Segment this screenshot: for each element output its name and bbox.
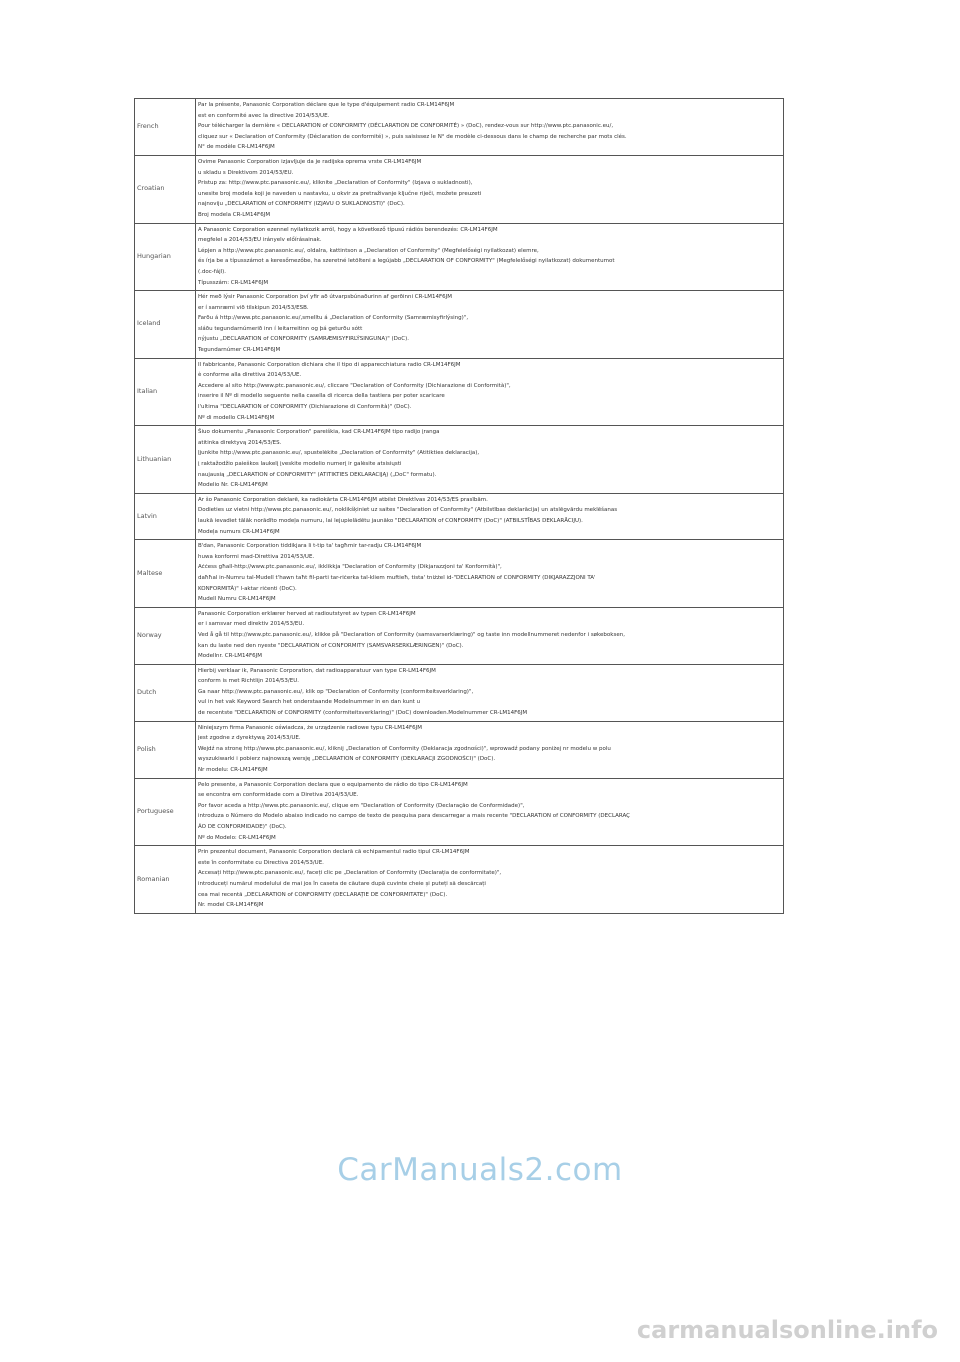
declaration-text: [196, 155, 784, 223]
watermark-carmanuals2: CarManuals2.com: [337, 1152, 623, 1188]
declaration-line: Ga naar http://www.ptc.panasonic.eu/, klik op "Declaration of Conformity (conformiteitsverklaring)",: [198, 688, 474, 695]
declaration-line: Accesați http://www.ptc.panasonic.eu/, faceți clic pe „Declaration of Conformity (Declarația de conformitate)",: [198, 870, 502, 877]
language-label: Polish: [135, 721, 196, 778]
declaration-line: unesite broj modela koji je naveden u nastavku, u okvir za pretraživanje ključne riječi, možete preuzeti: [198, 190, 482, 197]
declaration-line: Modelio Nr. CR-LM14F6JM: [198, 482, 268, 489]
declaration-line: Įjunkite http://www.ptc.panasonic.eu/, spustelėkite „Declaration of Conformity" (Atitikties deklaracija),: [198, 450, 480, 457]
declaration-row: [135, 291, 784, 359]
declaration-text: [196, 778, 784, 846]
declaration-row: [135, 778, 784, 846]
declaration-line: laukā ievadiet tālāk norādīto modeļa numuru, lai lejupielādētu jaunāko "DECLARATION of CONFORMITY (DoC)" (ATBILSTĪBAS DEKLARĀCIJU).: [198, 517, 583, 524]
declaration-line: Modellnr. CR-LM14F6JM: [198, 653, 263, 660]
declaration-table-body: [135, 99, 784, 914]
language-label: Lithuanian: [135, 426, 196, 494]
declaration-line: introduza o Número do Modelo abaixo indicado no campo de texto de pesquisa para descarregar a mais recente "DECLARATION of CONFORMITY (DECLARAÇ: [198, 813, 630, 820]
declaration-line: Accedere al sito http://www.ptc.panasonic.eu/, cliccare "Declaration of Conformity (Dichiarazione di Conformità)",: [198, 382, 511, 389]
declaration-text: [196, 426, 784, 494]
declaration-row: [135, 846, 784, 914]
declaration-line: u skladu s Direktivom 2014/53/EU.: [198, 169, 294, 176]
declaration-line: kan du laste ned den nyeste "DECLARATION of CONFORMITY (SAMSVARSERKLÆRINGEN)" (DoC).: [198, 642, 464, 649]
declaration-line: sláðu tegundarnúmerið inn í leitarreitinn og þá geturðu sótt: [198, 325, 363, 332]
language-label: Dutch: [135, 664, 196, 721]
declaration-line: Modeļa numurs CR-LM14F6JM: [198, 528, 280, 535]
declaration-row: [135, 155, 784, 223]
language-label: Italian: [135, 358, 196, 426]
declaration-row: [135, 607, 784, 664]
declaration-text: [196, 291, 784, 359]
declaration-line: Panasonic Corporation erklærer herved at radioutstyret av typen CR-LM14F6JM: [198, 610, 416, 617]
declaration-line: B'dan, Panasonic Corporation tiddikjara li t-tip ta' tagħmir tar-radju CR-LM14F6JM: [198, 543, 422, 550]
declaration-line: nýjustu „DECLARATION of CONFORMITY (SAMRÆMISYFIRLÝSINGUNA)" (DoC).: [198, 336, 409, 343]
declaration-line: Por favor aceda a http://www.ptc.panasonic.eu/, clique em "Declaration of Conformity (Declaração de Conformidade)",: [198, 802, 525, 809]
declaration-line: Il fabbricante, Panasonic Corporation dichiara che il tipo di apparecchiatura radio CR-LM14F6JM: [198, 361, 461, 368]
declaration-row: [135, 664, 784, 721]
declaration-line: inserire il Nº di modello seguente nella casella di ricerca della tastiera per poter scaricare: [198, 393, 445, 400]
declaration-line: l'ultima "DECLARATION of CONFORMITY (Dichiarazione di Conformità)" (DoC).: [198, 404, 412, 411]
declaration-text: [196, 607, 784, 664]
declaration-line: Farðu á http://www.ptc.panasonic.eu/,smelltu á „Declaration of Conformity (Samræmisyfirlýsing)",: [198, 315, 469, 322]
declaration-line: Dodieties uz vietni http://www.ptc.panasonic.eu/, noklikšķiniet uz saites "Declaration of Conformity" (Atbilstības deklarācija) un atslēgvārdu meklēšanas: [198, 507, 618, 514]
declaration-text: [196, 664, 784, 721]
declaration-row: [135, 493, 784, 539]
declaration-line: megfelel a 2014/53/EU irányelv előírásainak.: [198, 237, 322, 244]
declaration-line: Šiuo dokumentu „Panasonic Corporation" pareiškia, kad CR-LM14F6JM tipo radijo įranga: [198, 429, 440, 436]
declaration-line: Hierbij verklaar ik, Panasonic Corporation, dat radioapparatuur van type CR-LM14F6JM: [198, 667, 436, 674]
declaration-row: [135, 223, 784, 291]
declaration-line: Pristup za: http://www.ptc.panasonic.eu/, kliknite „Declaration of Conformity" (Izjava o sukladnosti),: [198, 180, 473, 187]
declaration-line: ÃO DE CONFORMIDADE)" (DoC).: [198, 824, 287, 830]
declaration-row: [135, 358, 784, 426]
declaration-line: KONFORMITÀ)" l-aktar riċenti (DoC).: [198, 585, 297, 592]
declaration-text: [196, 493, 784, 539]
declaration-line: Pelo presente, a Panasonic Corporation declara que o equipamento de rádio do tipo CR-LM14F6JM: [198, 781, 468, 788]
declaration-line: Pour télécharger la dernière « DECLARATION of CONFORMITY (DÉCLARATION DE CONFORMITÉ) » (DoC), rendez-vous sur http://www.ptc.panasonic.eu/,: [198, 123, 614, 130]
declaration-line: najnoviju „DECLARATION of CONFORMITY (IZJAVU O SUKLADNOSTI)" (DoC).: [198, 201, 405, 208]
declaration-line: cliquez sur « Declaration of Conformity (Déclaration de conformité) », puis saisissez le N° de modèle ci-dessous dans le champ de recherche par mots clés.: [198, 133, 627, 140]
declaration-line: este în conformitate cu Directiva 2014/53/UE.: [198, 859, 324, 866]
declaration-row: [135, 99, 784, 156]
declaration-text: [196, 540, 784, 608]
declaration-line: huwa konformi mad-Direttiva 2014/53/UE.: [198, 553, 315, 560]
declaration-line: er i samsvar med direktiv 2014/53/EU.: [198, 621, 305, 628]
language-label: Romanian: [135, 846, 196, 914]
declaration-line: de recentste "DECLARATION of CONFORMITY (conformiteitsverklaring)" (DoC) downloaden.Modelnummer CR-LM14F6JM: [198, 710, 528, 717]
watermark-carmanualsonline: carmanualsonline.info: [636, 1316, 938, 1344]
declaration-line: Niniejszym firma Panasonic oświadcza, że urządzenie radiowe typu CR-LM14F6JM: [198, 724, 422, 731]
declaration-line: cea mai recentă „DECLARATION of CONFORMITY (DECLARAȚIE DE CONFORMITATE)" (DoC).: [198, 891, 448, 898]
declaration-line: daħħal in-Numru tal-Mudell t'hawn taħt fil-parti tar-riċerka tal-kliem muftieħ, tista' tniżżel id-"DECLARATION of CONFORMITY (DIKJARAZZJONI TA': [198, 574, 596, 581]
language-label: Norway: [135, 607, 196, 664]
language-label: Portuguese: [135, 778, 196, 846]
declaration-text: [196, 99, 784, 156]
declaration-line: vul in het vak Keyword Search het onderstaande Modelnummer in en dan kunt u: [198, 699, 421, 706]
declaration-line: Típusszám: CR-LM14F6JM: [198, 279, 269, 286]
declaration-line: į raktažodžio paieškos laukelį įveskite modelio numerį ir galėsite atsisiųsti: [198, 461, 402, 467]
declaration-line: jest zgodne z dyrektywą 2014/53/UE.: [198, 735, 301, 742]
declaration-line: Mudell Numru CR-LM14F6JM: [198, 596, 276, 603]
declaration-text: [196, 223, 784, 291]
declaration-line: (.doc-fájl).: [198, 268, 227, 275]
declaration-line: Nr modelu: CR-LM14F6JM: [198, 767, 268, 774]
declaration-line: Broj modela CR-LM14F6JM: [198, 211, 271, 218]
declaration-row: [135, 721, 784, 778]
language-label: Croatian: [135, 155, 196, 223]
language-label: Hungarian: [135, 223, 196, 291]
language-label: Maltese: [135, 540, 196, 608]
declaration-line: introduceți numărul modelului de mai jos în caseta de căutare după cuvinte cheie și puteți să descărcați: [198, 880, 486, 887]
declaration-line: Ar šo Panasonic Corporation deklarē, ka radiokārta CR-LM14F6JM atbilst Direktīvas 2014/53/ES prasībām.: [198, 496, 488, 503]
declaration-row: [135, 426, 784, 494]
declaration-line: Par la présente, Panasonic Corporation déclare que le type d'équipement radio CR-LM14F6JM: [198, 102, 455, 108]
declaration-line: è conforme alla direttiva 2014/53/UE.: [198, 372, 302, 379]
declaration-line: est en conformité avec la directive 2014/53/UE.: [198, 112, 330, 119]
declaration-line: er í samræmi við tilskipun 2014/53/ESB.: [198, 304, 309, 311]
declaration-line: Ved å gå til http://www.ptc.panasonic.eu/, klikke på "Declaration of Conformity (samsvarserklæring)" og taste inn modellnummeret nedenfor i søkeboksen,: [198, 631, 625, 638]
declaration-line: atitinka direktyvą 2014/53/ES.: [198, 439, 282, 446]
declaration-line: Aċċess għall-http://www.ptc.panasonic.eu/, ikklikkja "Declaration of Conformity (Dikjarazzjoni ta' Konformità)",: [198, 564, 502, 571]
declaration-row: [135, 540, 784, 608]
declaration-line: Nº do Modelo: CR-LM14F6JM: [198, 834, 276, 841]
declaration-text: [196, 358, 784, 426]
declaration-line: conform is met Richtlijn 2014/53/EU.: [198, 678, 300, 685]
language-label: French: [135, 99, 196, 156]
declaration-line: se encontra em conformidade com a Diretiva 2014/53/UE.: [198, 792, 359, 799]
declaration-line: Tegundarnúmer CR-LM14F6JM: [198, 347, 281, 354]
declaration-text: [196, 721, 784, 778]
language-label: Latvin: [135, 493, 196, 539]
declaration-line: Wejdź na stronę http://www.ptc.panasonic.eu/, kliknij „Declaration of Conformity (Deklaracja zgodności)", wprowadź podany poniżej nr modelu w polu: [198, 745, 611, 752]
declaration-table: [134, 98, 784, 914]
declaration-line: wyszukiwarki i pobierz najnowszą wersję „DECLARATION of CONFORMITY (DEKLARACJI ZGODNOŚCI)" (DoC).: [198, 756, 496, 763]
declaration-line: Nr. model CR-LM14F6JM: [198, 902, 264, 909]
declaration-line: és írja be a típusszámot a keresőmezőbe, ha szeretné letölteni a legújabb „DECLARATION OF CONFORMITY" (Megfelelőségi nyilatkozat) dokumentumot: [198, 258, 615, 265]
declaration-line: Lépjen a http://www.ptc.panasonic.eu/, oldalra, kattintson a „Declaration of Conformity" (Megfelelőségi nyilatkozat) elemre,: [198, 247, 539, 254]
declaration-line: Nº di modello CR-LM14F6JM: [198, 414, 275, 421]
declaration-line: naujausią „DECLARATION of CONFORMITY" (ATITIKTIES DEKLARACIJĄ) („DoC" formatu).: [198, 471, 437, 478]
declaration-line: A Panasonic Corporation ezennel nyilatkozik arról, hogy a következő típusú rádiós berendezés: CR-LM14F6JM: [198, 226, 498, 233]
declaration-line: N° de modèle CR-LM14F6JM: [198, 144, 275, 151]
declaration-line: Prin prezentul document, Panasonic Corporation declară că echipamentul radio tipul CR-LM14F6JM: [198, 849, 470, 856]
declaration-line: Hér með lýsir Panasonic Corporation því yfir að útvarpsbúnaðurinn af gerðinni CR-LM14F6JM: [198, 294, 453, 301]
declaration-line: Ovime Panasonic Corporation izjavljuje da je radijska oprema vrste CR-LM14F6JM: [198, 158, 422, 165]
declaration-text: [196, 846, 784, 914]
language-label: Iceland: [135, 291, 196, 359]
